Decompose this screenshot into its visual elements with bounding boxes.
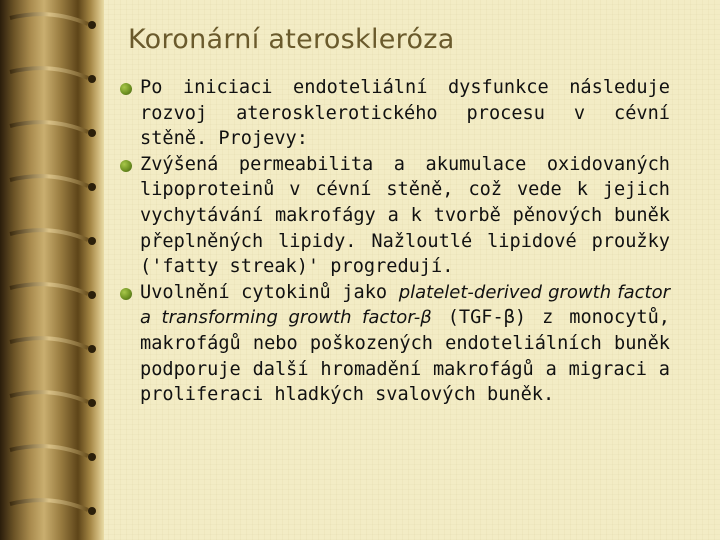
green-sphere-bullet-icon — [120, 83, 132, 95]
bullet-text-italic: platelet-derived growth factor a transforming growth factor-β — [140, 281, 670, 329]
bullet-list — [122, 75, 670, 408]
green-sphere-bullet-icon — [120, 160, 132, 172]
green-sphere-bullet-icon — [120, 288, 132, 300]
slide-title: Koronární ateroskleróza — [128, 24, 455, 55]
binder-ring-icon — [0, 0, 104, 540]
bullet-item — [122, 280, 670, 408]
binder-strip — [0, 0, 104, 540]
bullet-text-end: (TGF-β) z monocytů, makrofágů nebo poškozených endoteliálních buněk podporuje další hromadění makrofágů a migraci a proliferaci hladkých svalových buněk. — [140, 307, 670, 406]
bullet-text: Zvýšená permeabilita a akumulace oxidovaných lipoproteinů v cévní stěně, což vede k jejich vychytávání makrofágy a k tvorbě pěnových buněk přeplněných lipidy. Nažloutlé lipidové proužky ('fatty streak)' progredují. — [140, 153, 670, 278]
bullet-text: Po iniciaci endoteliální dysfunkce následuje rozvoj aterosklerotického procesu v cévní stěně. Projevy: — [140, 77, 670, 150]
bullet-text-start: Uvolnění cytokinů jako — [140, 281, 399, 303]
bullet-item — [122, 75, 670, 152]
bullet-item — [122, 152, 670, 280]
